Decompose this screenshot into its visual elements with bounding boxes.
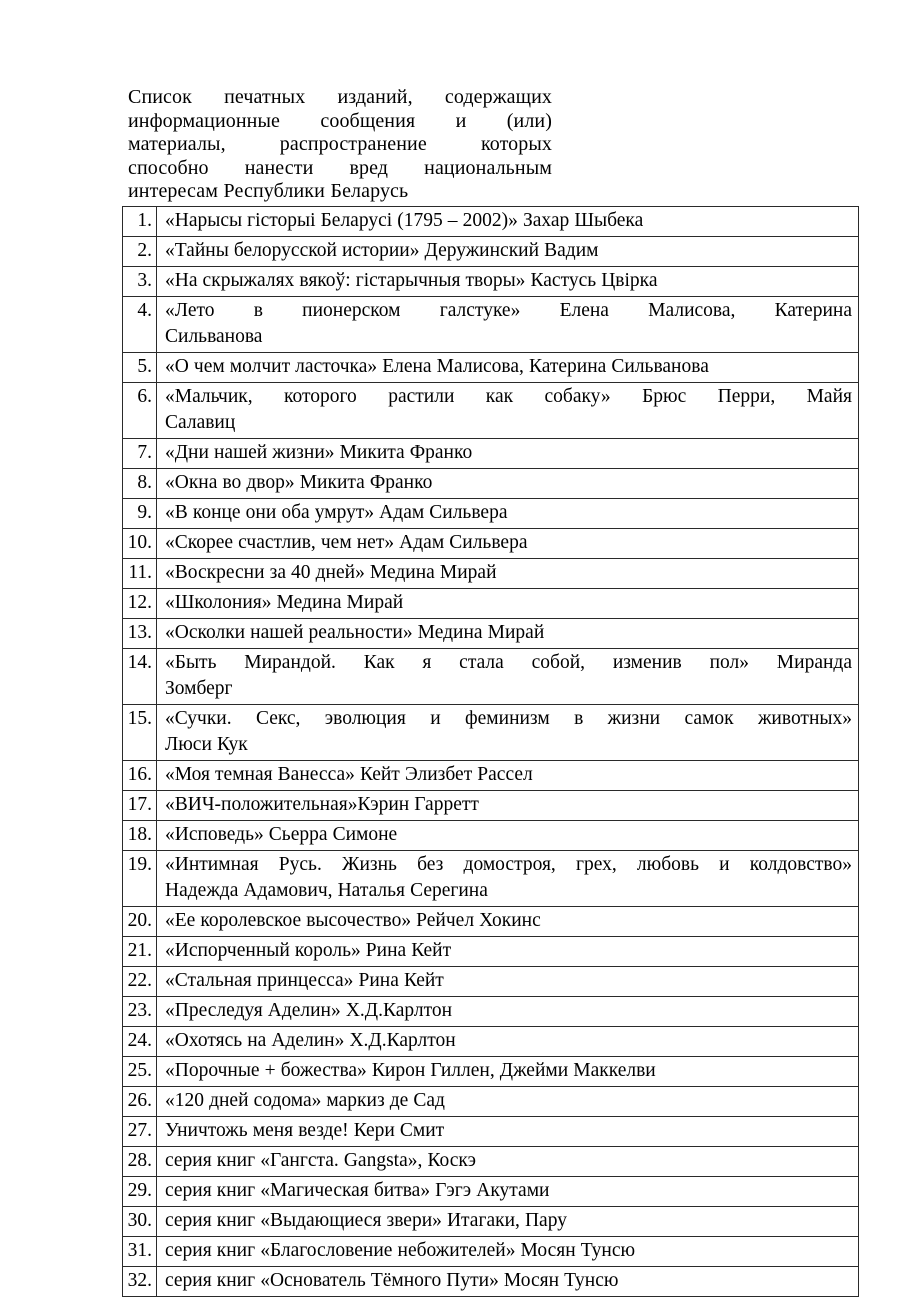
row-number: 7. bbox=[137, 442, 152, 463]
row-number-cell bbox=[123, 559, 157, 589]
page-title-line: материалы, распространение которых bbox=[128, 133, 552, 155]
publication-title-line: Сильванова bbox=[165, 326, 263, 347]
row-number-cell bbox=[123, 237, 157, 267]
publication-title-line: «Интимная Русь. Жизнь без домостроя, грех, любовь и колдовство» bbox=[165, 854, 852, 875]
row-number: 18. bbox=[127, 824, 152, 845]
publication-cell bbox=[157, 997, 859, 1027]
publication-cell bbox=[157, 1207, 859, 1237]
publications-table bbox=[122, 206, 859, 1297]
publication-cell bbox=[157, 559, 859, 589]
row-number: 9. bbox=[137, 502, 152, 523]
publication-title: «О чем молчит ласточка» Елена Малисова, Катерина Сильванова bbox=[165, 356, 709, 377]
publication-title: «Стальная принцесса» Рина Кейт bbox=[165, 970, 444, 991]
publication-title: серия книг «Основатель Тёмного Пути» Мосян Тунсю bbox=[165, 1270, 619, 1291]
publication-cell bbox=[157, 353, 859, 383]
table-row bbox=[123, 907, 859, 937]
row-number: 27. bbox=[127, 1120, 152, 1141]
table-row bbox=[123, 937, 859, 967]
table-row bbox=[123, 469, 859, 499]
row-number: 30. bbox=[127, 1210, 152, 1231]
row-number: 10. bbox=[127, 532, 152, 553]
row-number-cell bbox=[123, 967, 157, 997]
row-number-cell bbox=[123, 937, 157, 967]
row-number: 28. bbox=[127, 1150, 152, 1171]
row-number: 17. bbox=[127, 794, 152, 815]
row-number-cell bbox=[123, 383, 157, 439]
publication-cell bbox=[157, 649, 859, 705]
table-row bbox=[123, 705, 859, 761]
row-number: 32. bbox=[127, 1270, 152, 1291]
row-number-cell bbox=[123, 1027, 157, 1057]
row-number-cell bbox=[123, 821, 157, 851]
row-number-cell bbox=[123, 1087, 157, 1117]
row-number-cell bbox=[123, 705, 157, 761]
row-number-cell bbox=[123, 649, 157, 705]
table-row bbox=[123, 297, 859, 353]
row-number-cell bbox=[123, 589, 157, 619]
publication-cell bbox=[157, 791, 859, 821]
publication-title: Уничтожь меня везде! Кери Смит bbox=[165, 1120, 445, 1141]
publication-title: «Охотясь на Аделин» Х.Д.Карлтон bbox=[165, 1030, 456, 1051]
page-title-line: Список печатных изданий, содержащих bbox=[128, 86, 552, 108]
row-number: 12. bbox=[127, 592, 152, 613]
table-row bbox=[123, 499, 859, 529]
row-number-cell bbox=[123, 1147, 157, 1177]
table-row bbox=[123, 1147, 859, 1177]
publication-title: «ВИЧ-положительная»Кэрин Гарретт bbox=[165, 794, 479, 815]
table-row bbox=[123, 761, 859, 791]
publication-title: серия книг «Выдающиеся звери» Итагаки, Пару bbox=[165, 1210, 567, 1231]
row-number-cell bbox=[123, 761, 157, 791]
row-number: 5. bbox=[137, 356, 152, 377]
publication-cell bbox=[157, 469, 859, 499]
publication-title: «Тайны белорусской истории» Деружинский Вадим bbox=[165, 240, 599, 261]
publication-cell bbox=[157, 937, 859, 967]
publication-title: «120 дней содома» маркиз де Сад bbox=[165, 1090, 445, 1111]
table-row bbox=[123, 1267, 859, 1297]
publication-cell bbox=[157, 619, 859, 649]
row-number: 16. bbox=[127, 764, 152, 785]
row-number-cell bbox=[123, 907, 157, 937]
publication-cell bbox=[157, 1267, 859, 1297]
row-number-cell bbox=[123, 1207, 157, 1237]
row-number-cell bbox=[123, 1237, 157, 1267]
publication-title-line: Надежда Адамович, Наталья Серегина bbox=[165, 880, 488, 901]
row-number-cell bbox=[123, 529, 157, 559]
table-row bbox=[123, 1057, 859, 1087]
table-row bbox=[123, 1177, 859, 1207]
row-number: 26. bbox=[127, 1090, 152, 1111]
table-row bbox=[123, 997, 859, 1027]
publication-title: серия книг «Гангста. Gangsta», Коскэ bbox=[165, 1150, 476, 1171]
publication-cell bbox=[157, 967, 859, 997]
publication-title: серия книг «Магическая битва» Гэгэ Акутами bbox=[165, 1180, 550, 1201]
row-number-cell bbox=[123, 1267, 157, 1297]
publication-title bbox=[157, 705, 858, 760]
row-number-cell bbox=[123, 851, 157, 907]
page-title-line: способно нанести вред национальным bbox=[128, 156, 552, 179]
publications-table-body bbox=[123, 207, 859, 1297]
publication-cell bbox=[157, 237, 859, 267]
row-number-cell bbox=[123, 791, 157, 821]
publication-title-line: Люси Кук bbox=[165, 734, 248, 755]
table-row bbox=[123, 1207, 859, 1237]
row-number: 1. bbox=[137, 210, 152, 231]
publication-title: «Преследуя Аделин» Х.Д.Карлтон bbox=[165, 1000, 453, 1021]
publication-cell bbox=[157, 821, 859, 851]
publication-cell bbox=[157, 267, 859, 297]
table-row bbox=[123, 267, 859, 297]
table-row bbox=[123, 619, 859, 649]
table-row bbox=[123, 589, 859, 619]
publication-cell bbox=[157, 907, 859, 937]
table-row bbox=[123, 559, 859, 589]
row-number-cell bbox=[123, 997, 157, 1027]
publication-cell bbox=[157, 1237, 859, 1267]
table-row bbox=[123, 1027, 859, 1057]
page-title-line: интересам Республики Беларусь bbox=[128, 180, 409, 202]
row-number: 22. bbox=[127, 970, 152, 991]
table-row bbox=[123, 821, 859, 851]
publication-title: «Воскресни за 40 дней» Медина Мирай bbox=[165, 562, 497, 583]
row-number: 3. bbox=[137, 270, 152, 291]
publication-title: «Испорченный король» Рина Кейт bbox=[165, 940, 452, 961]
publication-title: «Скорее счастлив, чем нет» Адам Сильвера bbox=[165, 532, 528, 553]
table-row bbox=[123, 353, 859, 383]
table-row bbox=[123, 1087, 859, 1117]
row-number: 2. bbox=[137, 240, 152, 261]
publication-cell bbox=[157, 439, 859, 469]
row-number: 31. bbox=[127, 1240, 152, 1261]
publication-cell bbox=[157, 383, 859, 439]
publication-title: «Школония» Медина Мирай bbox=[165, 592, 404, 613]
row-number-cell bbox=[123, 297, 157, 353]
publication-title-line: Зомберг bbox=[165, 678, 233, 699]
publication-cell bbox=[157, 1147, 859, 1177]
table-row bbox=[123, 649, 859, 705]
row-number: 25. bbox=[127, 1060, 152, 1081]
table-row bbox=[123, 529, 859, 559]
row-number: 11. bbox=[128, 562, 152, 583]
publication-title-line: Салавиц bbox=[165, 412, 236, 433]
row-number-cell bbox=[123, 207, 157, 237]
row-number-cell bbox=[123, 469, 157, 499]
row-number: 29. bbox=[127, 1180, 152, 1201]
publication-cell bbox=[157, 589, 859, 619]
row-number: 24. bbox=[127, 1030, 152, 1051]
table-row bbox=[123, 1117, 859, 1147]
row-number: 8. bbox=[137, 472, 152, 493]
publication-title bbox=[157, 383, 858, 438]
publication-title-line: «Быть Мирандой. Как я стала собой, изменив пол» Миранда bbox=[165, 652, 852, 673]
table-row bbox=[123, 207, 859, 237]
table-row bbox=[123, 237, 859, 267]
row-number: 15. bbox=[127, 708, 152, 729]
publication-title: «Исповедь» Сьерра Симоне bbox=[165, 824, 398, 845]
row-number-cell bbox=[123, 439, 157, 469]
publication-title-line: «Лето в пионерском галстуке» Елена Малисова, Катерина bbox=[165, 300, 852, 321]
table-row bbox=[123, 791, 859, 821]
row-number-cell bbox=[123, 499, 157, 529]
row-number-cell bbox=[123, 267, 157, 297]
row-number: 14. bbox=[127, 652, 152, 673]
row-number: 23. bbox=[127, 1000, 152, 1021]
publication-title: «Осколки нашей реальности» Медина Мирай bbox=[165, 622, 545, 643]
publication-cell bbox=[157, 207, 859, 237]
table-row bbox=[123, 967, 859, 997]
row-number: 21. bbox=[127, 940, 152, 961]
publication-cell bbox=[157, 1087, 859, 1117]
publication-title: «Нарысы гісторыі Беларусі (1795 – 2002)» Захар Шыбека bbox=[165, 210, 644, 231]
table-row bbox=[123, 851, 859, 907]
publication-cell bbox=[157, 1177, 859, 1207]
publication-title: серия книг «Благословение небожителей» Мосян Тунсю bbox=[165, 1240, 636, 1261]
row-number: 19. bbox=[127, 854, 152, 875]
publication-title-line: «Сучки. Секс, эволюция и феминизм в жизни самок животных» bbox=[165, 708, 852, 729]
publication-title-line: «Мальчик, которого растили как собаку» Брюс Перри, Майя bbox=[165, 386, 852, 407]
table-row bbox=[123, 439, 859, 469]
table-row bbox=[123, 1237, 859, 1267]
publication-title bbox=[157, 851, 858, 906]
publication-title: «Порочные + божества» Кирон Гиллен, Джейми Маккелви bbox=[165, 1060, 656, 1081]
row-number-cell bbox=[123, 1177, 157, 1207]
publication-cell bbox=[157, 297, 859, 353]
publication-cell bbox=[157, 1027, 859, 1057]
page-title-line: информационные сообщения и (или) bbox=[128, 109, 552, 132]
table-row bbox=[123, 383, 859, 439]
publication-cell bbox=[157, 705, 859, 761]
publication-cell bbox=[157, 761, 859, 791]
publication-title bbox=[157, 297, 858, 352]
publication-title: «Ее королевское высочество» Рейчел Хокинс bbox=[165, 910, 541, 931]
row-number: 20. bbox=[127, 910, 152, 931]
page-title bbox=[128, 86, 552, 204]
row-number-cell bbox=[123, 619, 157, 649]
publication-cell bbox=[157, 1117, 859, 1147]
row-number: 4. bbox=[137, 300, 152, 321]
publication-cell bbox=[157, 499, 859, 529]
publication-title: «Дни нашей жизни» Микита Франко bbox=[165, 442, 473, 463]
publication-title: «Моя темная Ванесса» Кейт Элизбет Рассел bbox=[165, 764, 533, 785]
row-number-cell bbox=[123, 353, 157, 383]
publication-title: «На скрыжалях вякоў: гістарычныя творы» Кастусь Цвірка bbox=[165, 270, 658, 291]
publication-cell bbox=[157, 529, 859, 559]
row-number-cell bbox=[123, 1057, 157, 1087]
row-number: 13. bbox=[127, 622, 152, 643]
publication-cell bbox=[157, 1057, 859, 1087]
publication-title: «Окна во двор» Микита Франко bbox=[165, 472, 433, 493]
publication-title bbox=[157, 649, 858, 704]
row-number-cell bbox=[123, 1117, 157, 1147]
publication-cell bbox=[157, 851, 859, 907]
publication-title: «В конце они оба умрут» Адам Сильвера bbox=[165, 502, 508, 523]
row-number: 6. bbox=[137, 386, 152, 407]
